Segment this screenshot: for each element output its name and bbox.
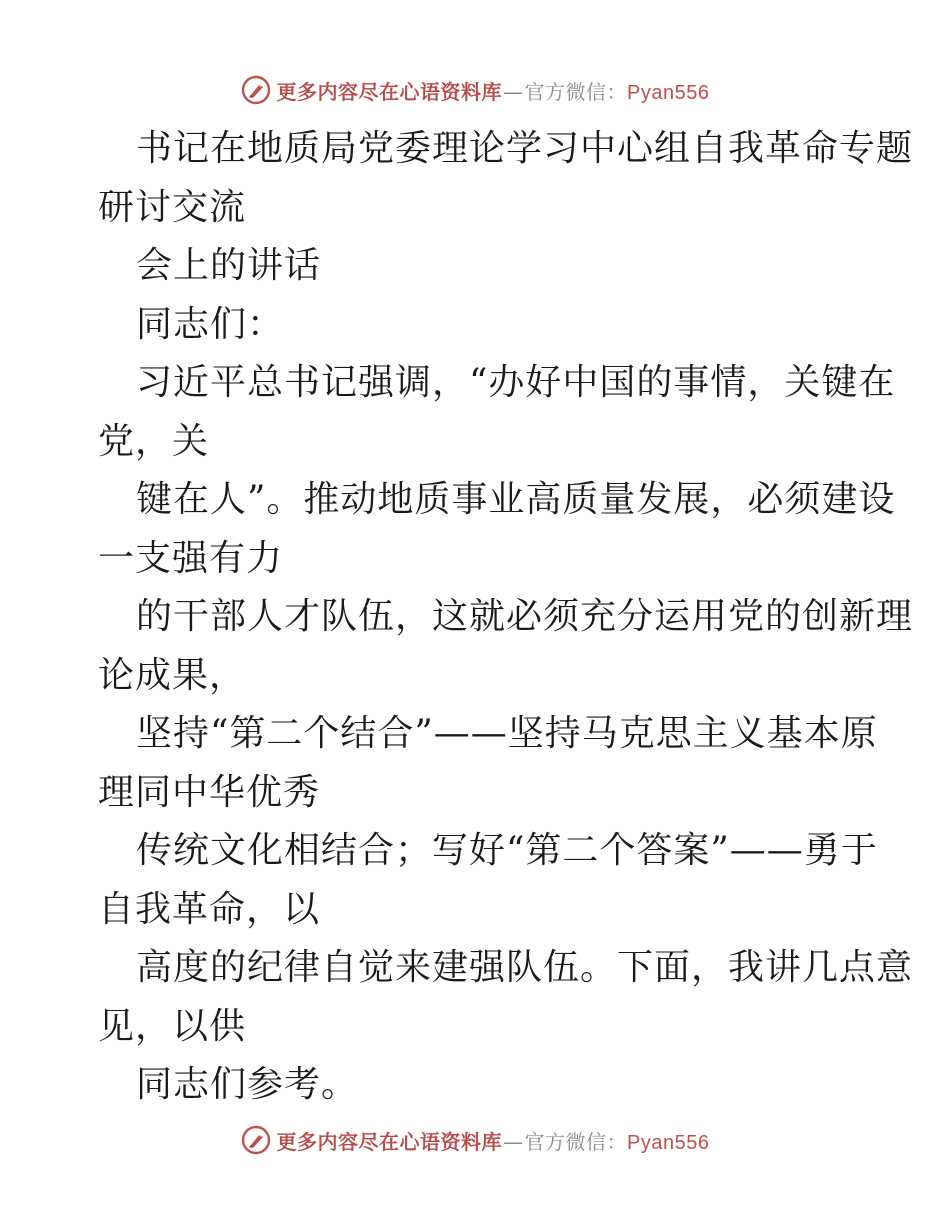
watermark-separator: — — [503, 79, 524, 104]
paragraph-line: 论成果， — [98, 654, 247, 696]
paragraph-line: 党，关 — [98, 420, 210, 462]
watermark-wechat-id: Pyan556 — [627, 81, 710, 104]
paragraph-line: 习近平总书记强调，“办好中国的事情，关键在 — [136, 362, 896, 403]
document-title-line-3: 会上的讲话 — [136, 245, 322, 286]
document-title-line-2: 研讨交流 — [98, 186, 247, 228]
paragraph-line: 自我革命，以 — [98, 888, 321, 930]
header-watermark — [0, 70, 950, 110]
watermark-separator: — — [503, 1129, 524, 1154]
paragraph-line: 见，以供 — [98, 1005, 247, 1047]
paragraph-line: 坚持“第二个结合”——坚持马克思主义基本原 — [136, 713, 878, 754]
watermark-brand-text: 更多内容尽在心语资料库 — [276, 1129, 503, 1154]
document-title-line-1: 书记在地质局党委理论学习中心组自我革命专题 — [136, 128, 914, 169]
pen-nib-logo-icon — [241, 1125, 271, 1155]
salutation: 同志们： — [136, 303, 285, 345]
paragraph-line: 理同中华优秀 — [98, 771, 321, 813]
watermark-wechat-label: 官方微信： — [524, 1129, 628, 1154]
watermark-wechat-id: Pyan556 — [627, 1131, 710, 1154]
paragraph-line: 的干部人才队伍，这就必须充分运用党的创新理 — [136, 596, 914, 637]
watermark-wechat-label: 官方微信： — [524, 79, 628, 104]
paragraph-line: 高度的纪律自觉来建强队伍。下面，我讲几点意 — [136, 947, 914, 988]
paragraph-line: 传统文化相结合；写好“第二个答案”——勇于 — [136, 830, 878, 871]
paragraph-line: 一支强有力 — [98, 537, 284, 579]
paragraph-line: 键在人”。推动地质事业高质量发展，必须建设 — [136, 479, 896, 520]
watermark-brand-text: 更多内容尽在心语资料库 — [276, 79, 503, 104]
pen-nib-logo-icon — [241, 75, 271, 105]
footer-watermark — [0, 1120, 950, 1160]
document-body — [98, 120, 914, 1115]
paragraph-line: 同志们参考。 — [136, 1064, 359, 1105]
